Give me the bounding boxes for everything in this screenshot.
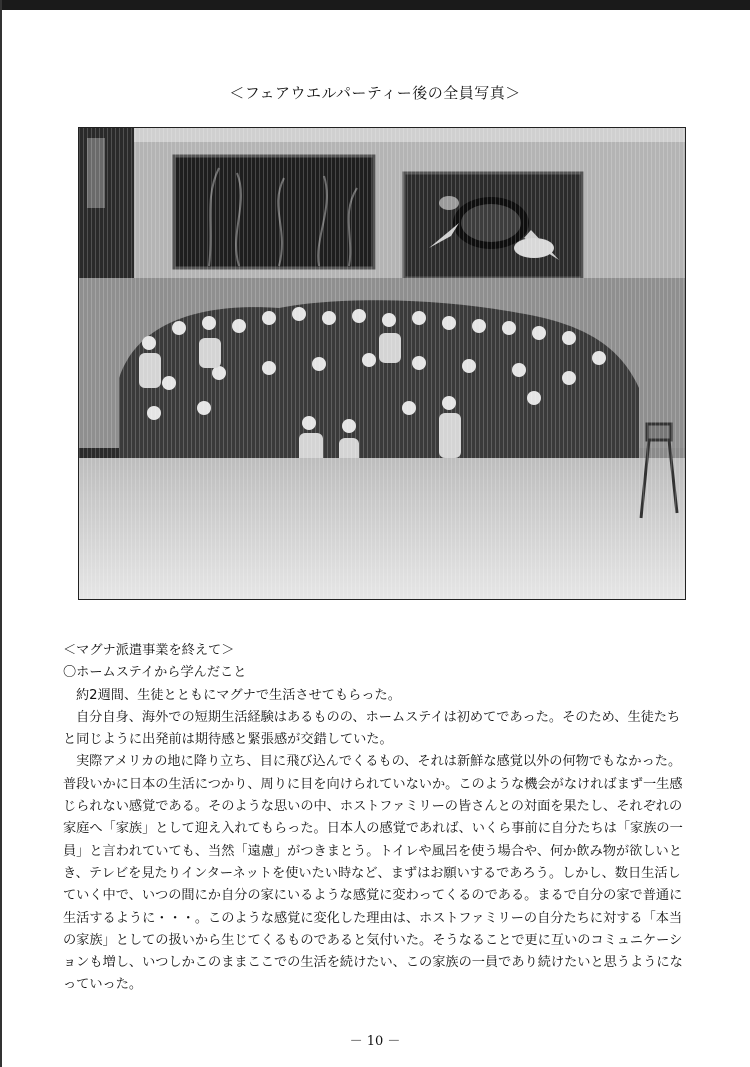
body-text [63, 640, 687, 997]
section-title: ＜マグナ派遣事業を終えて＞ [63, 643, 235, 658]
subsection-title: 〇ホームステイから学んだこと [63, 665, 247, 681]
page-number: － 10 － [349, 1034, 401, 1049]
photo-caption: ＜フェアウエルパーティー後の全員写真＞ [229, 84, 521, 102]
scan-top-border [0, 0, 750, 10]
scan-left-border [0, 0, 2, 1067]
paragraph-3: 実際アメリカの地に降り立ち、目に飛び込んでくるもの、それは新鮮な感覚以外の何物でもなかった。普段いかに日本の生活につかり、周りに目を向けられていないか。このような機会がなければまず一生感じられない感覚である。そのような思いの中、ホストファミリーの皆さんとの対面を果たし、それぞれの家庭へ「家族」として迎え入れてもらった。日本人の感覚であれば、いくら事前に自分たちは「家族の一員」と言われていても、当然「遠慮」がつきまとう。トイレや風呂を使う場合や、何か飲み物が欲しいとき、テレビを見たりインターネットを使いたい時など、まずはお願いするであろう。しかし、数日生活していく中で、いつの間にか自分の家にいるような感覚に変わってくるのである。まるで自分の家で普通に生活するように・・・。このような感覚に変化した理由は、ホストファミリーの自分たちに対する「本当の家族」としての扱いから生じてくるものであると気付いた。そうなることで更に互いのコミュニケーションも増し、いつしかこのままここでの生活を続けたい、この家族の一員であり続けたいと思うようになっていった。 [63, 754, 683, 993]
paragraph-1: 約2週間、生徒とともにマグナで生活させてもらった。 [76, 687, 401, 703]
group-photo [78, 127, 686, 600]
paragraph-2: 自分自身、海外での短期生活経験はあるものの、ホームステイは初めてであった。そのため、生徒たちと同じように出発前は期待感と緊張感が交錯していた。 [63, 709, 681, 748]
